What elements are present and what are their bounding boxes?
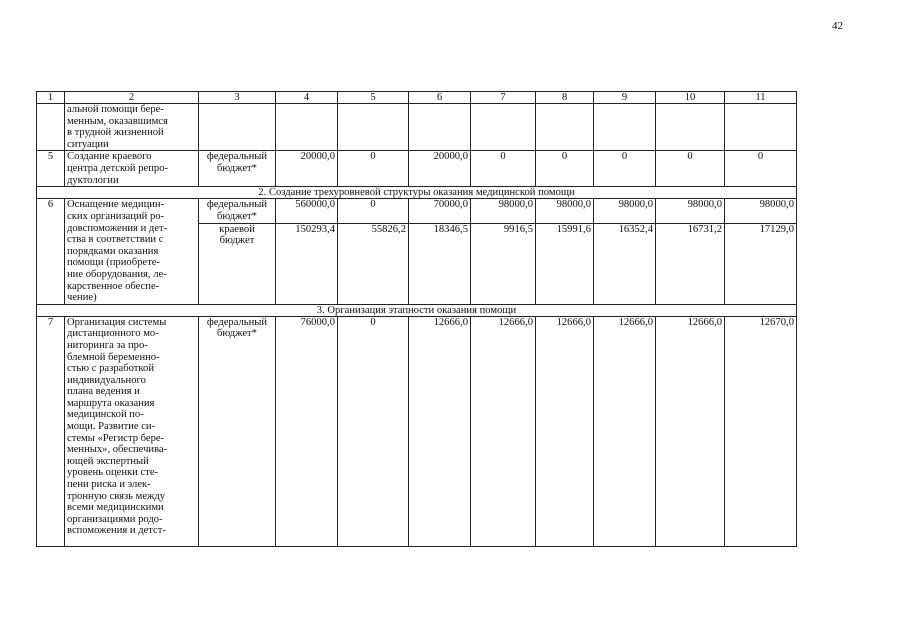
row-number: 5 bbox=[37, 151, 65, 187]
measure-name: Оснащение медицин- ских организаций ро- довспоможения и дет- ства в соответствии с порядками оказания помощи (приобрете- ние оборудования, ле- карственное обеспе- чение) bbox=[65, 199, 199, 304]
table-row bbox=[37, 316, 797, 546]
row-number bbox=[37, 104, 65, 151]
value-cell bbox=[656, 104, 725, 151]
value-cell: 0 bbox=[536, 151, 594, 187]
value-cell bbox=[725, 104, 797, 151]
value-cell: 20000,0 bbox=[409, 151, 471, 187]
budget-table bbox=[36, 91, 797, 547]
col-number: 4 bbox=[276, 92, 338, 104]
value-cell: 0 bbox=[338, 151, 409, 187]
table-row bbox=[37, 199, 797, 223]
col-number: 7 bbox=[471, 92, 536, 104]
value-cell: 12666,0 bbox=[471, 316, 536, 546]
column-number-row bbox=[37, 92, 797, 104]
value-cell: 0 bbox=[338, 316, 409, 546]
value-cell bbox=[536, 104, 594, 151]
value-cell bbox=[594, 104, 656, 151]
value-cell: 17129,0 bbox=[725, 223, 797, 304]
value-cell: 98000,0 bbox=[594, 199, 656, 223]
value-cell: 98000,0 bbox=[536, 199, 594, 223]
col-number: 1 bbox=[37, 92, 65, 104]
measure-name: альной помощи бере- менным, оказавшимся в трудной жизненной ситуации bbox=[65, 104, 199, 151]
row-number: 6 bbox=[37, 199, 65, 304]
section-header-row bbox=[37, 187, 797, 199]
table-row bbox=[37, 151, 797, 187]
value-cell: 16731,2 bbox=[656, 223, 725, 304]
value-cell: 15991,6 bbox=[536, 223, 594, 304]
section-heading: 2. Создание трехуровневой структуры оказания медицинской помощи bbox=[37, 187, 797, 199]
value-cell: 98000,0 bbox=[656, 199, 725, 223]
col-number: 8 bbox=[536, 92, 594, 104]
value-cell: 12666,0 bbox=[656, 316, 725, 546]
section-header-row bbox=[37, 304, 797, 316]
funding-source: федеральный бюджет* bbox=[199, 151, 276, 187]
value-cell: 70000,0 bbox=[409, 199, 471, 223]
value-cell: 98000,0 bbox=[471, 199, 536, 223]
table-row bbox=[37, 104, 797, 151]
value-cell bbox=[276, 104, 338, 151]
value-cell: 150293,4 bbox=[276, 223, 338, 304]
col-number: 2 bbox=[65, 92, 199, 104]
row-number: 7 bbox=[37, 316, 65, 546]
funding-source: федеральный бюджет* bbox=[199, 316, 276, 546]
value-cell: 0 bbox=[656, 151, 725, 187]
value-cell bbox=[471, 104, 536, 151]
value-cell: 560000,0 bbox=[276, 199, 338, 223]
value-cell: 16352,4 bbox=[594, 223, 656, 304]
measure-name: Организация системы дистанционного мо- ниторинга за про- блемной беременно- стью с разработкой индивидуального плана ведения и маршрута оказания медицинской по- мощи. Развитие си- стемы «Регистр бере- менных», обеспечива- ющей экспертный уровень оценки сте- пени риска и элек- тронную связь между всеми медицинскими организациями родо- вспоможения и детст- bbox=[65, 316, 199, 546]
col-number: 6 bbox=[409, 92, 471, 104]
col-number: 3 bbox=[199, 92, 276, 104]
col-number: 10 bbox=[656, 92, 725, 104]
value-cell: 20000,0 bbox=[276, 151, 338, 187]
value-cell: 12670,0 bbox=[725, 316, 797, 546]
value-cell: 0 bbox=[725, 151, 797, 187]
value-cell: 12666,0 bbox=[409, 316, 471, 546]
value-cell bbox=[338, 104, 409, 151]
value-cell: 0 bbox=[594, 151, 656, 187]
value-cell: 12666,0 bbox=[594, 316, 656, 546]
value-cell: 9916,5 bbox=[471, 223, 536, 304]
value-cell: 0 bbox=[338, 199, 409, 223]
measure-name: Создание краевого центра детской репро- дуктологии bbox=[65, 151, 199, 187]
col-number: 5 bbox=[338, 92, 409, 104]
value-cell: 18346,5 bbox=[409, 223, 471, 304]
col-number: 11 bbox=[725, 92, 797, 104]
col-number: 9 bbox=[594, 92, 656, 104]
page-number: 42 bbox=[832, 20, 843, 32]
value-cell: 76000,0 bbox=[276, 316, 338, 546]
funding-source: федеральный бюджет* bbox=[199, 199, 276, 223]
funding-source: краевой бюджет bbox=[199, 223, 276, 304]
value-cell: 98000,0 bbox=[725, 199, 797, 223]
value-cell: 12666,0 bbox=[536, 316, 594, 546]
section-heading: 3. Организация этапности оказания помощи bbox=[37, 304, 797, 316]
funding-source bbox=[199, 104, 276, 151]
value-cell: 0 bbox=[471, 151, 536, 187]
value-cell: 55826,2 bbox=[338, 223, 409, 304]
value-cell bbox=[409, 104, 471, 151]
